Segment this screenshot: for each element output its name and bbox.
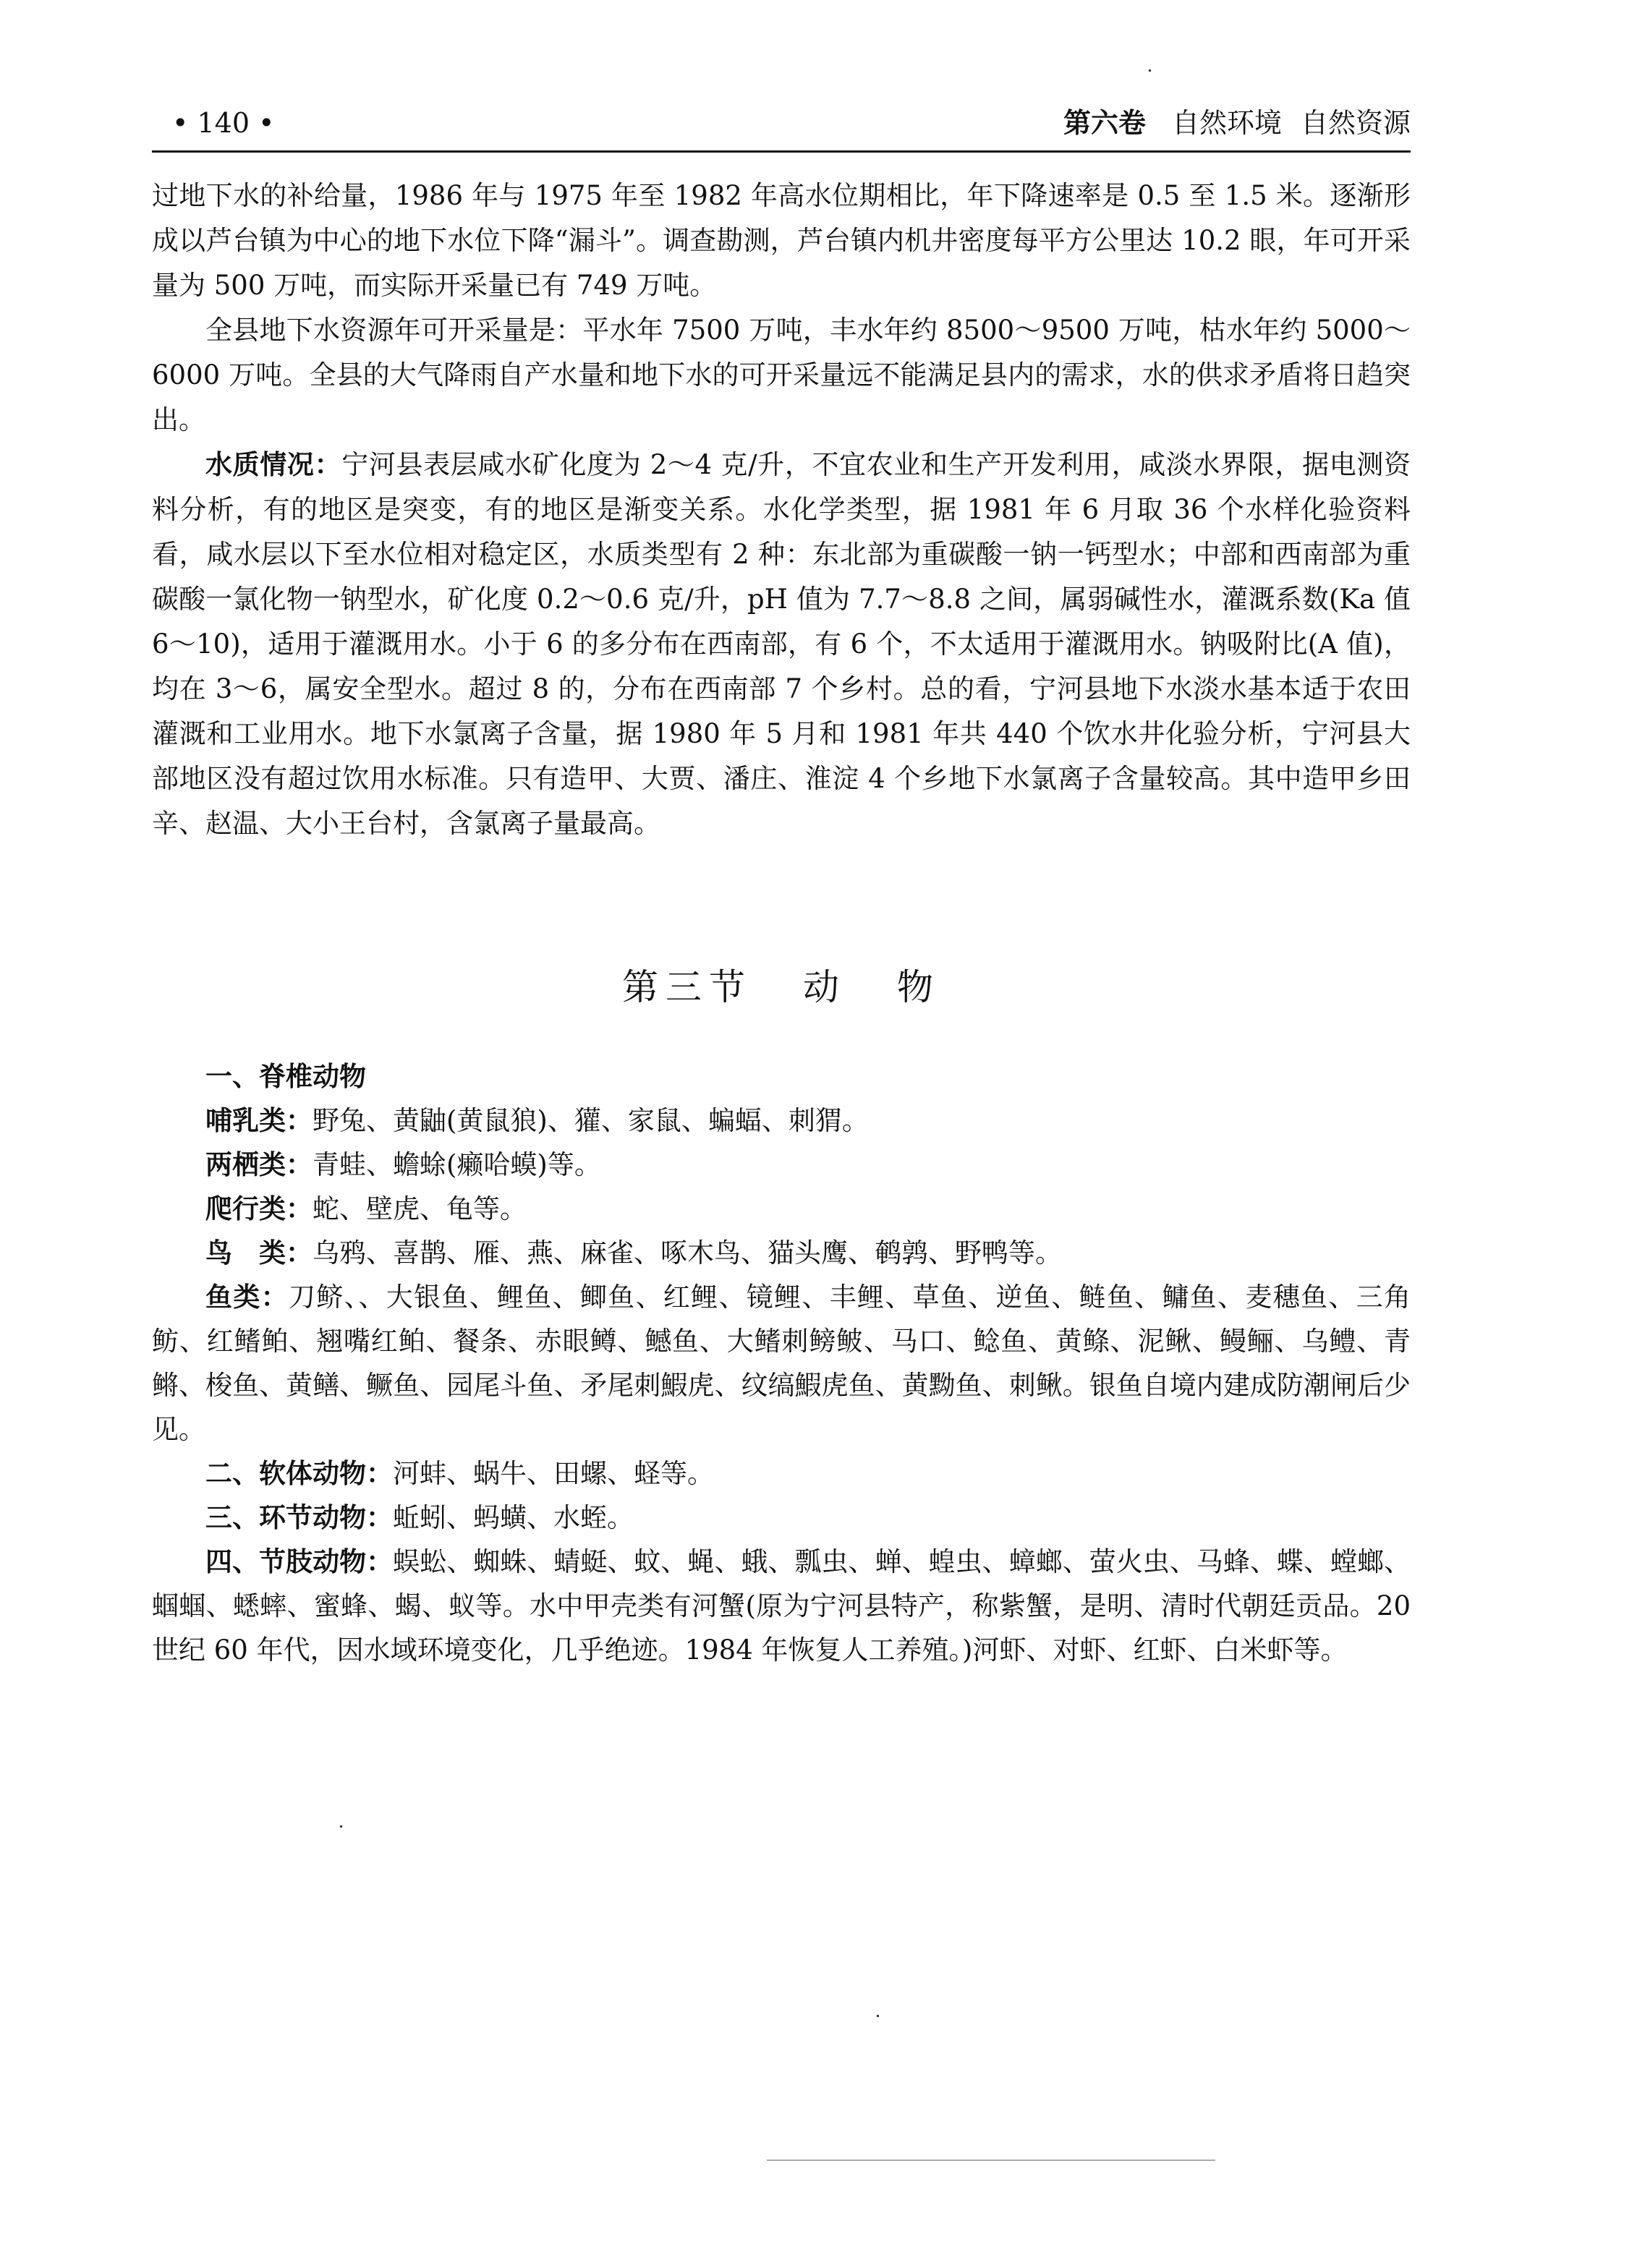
list-item	[152, 1540, 1411, 1672]
list-item-text: 河蚌、蜗牛、田螺、蛏等。	[393, 1458, 714, 1489]
scan-speck	[877, 2015, 879, 2017]
section-title-number: 第三节	[622, 966, 752, 1008]
paragraph-text: 宁河县表层咸水矿化度为 2～4 克/升，不宜农业和生产开发利用，咸淡水界限，据电测资料分析，有的地区是突变，有的地区是渐变关系。水化学类型，据 1981 年 6 月取 36 个水样化验资料看，咸水层以下至水位相对稳定区，水质类型有 2 种：东北部为重碳酸一钠一钙型水；中部和西南部为重碳酸一氯化物一钠型水，矿化度 0.2～0.6 克/升，pH 值为 7.7～8.8 之间，属弱碱性水，灌溉系数(Ka 值 6～10)，适用于灌溉用水。小于 6 的多分布在西南部，有 6 个，不太适用于灌溉用水。钠吸附比(A 值)，均在 3～6，属安全型水。超过 8 的，分布在西南部 7 个乡村。总的看，宁河县地下水淡水基本适于农田灌溉和工业用水。地下水氯离子含量，据 1980 年 5 月和 1981 年共 440 个饮水井化验分析，宁河县大部地区没有超过饮用水标准。只有造甲、大贾、潘庄、淮淀 4 个乡地下水氯离子含量较高。其中造甲乡田辛、赵温、大小王台村，含氯离子量最高。	[152, 449, 1411, 839]
paragraph-text: 全县地下水资源年可开采量是：平水年 7500 万吨，丰水年约 8500～9500 万吨，枯水年约 5000～6000 万吨。全县的大气降雨自产水量和地下水的可开采量远不能满足县内的需求，水的供求矛盾将日趋突出。	[152, 315, 1411, 435]
paragraph	[152, 308, 1411, 443]
list-item	[152, 1143, 1411, 1187]
list-item-lead: 四、节肢动物：	[205, 1546, 394, 1577]
list-item	[152, 1099, 1411, 1143]
list-item-text: 青蛙、蟾蜍(癞哈蟆)等。	[313, 1149, 601, 1180]
list-item-lead: 两栖类：	[205, 1149, 313, 1180]
scan-speck	[767, 2160, 1215, 2161]
list-item-text: 乌鸦、喜鹊、雁、燕、麻雀、啄木鸟、猫头鹰、鹌鹑、野鸭等。	[313, 1237, 1062, 1269]
paragraph-lead: 水质情况：	[205, 449, 342, 480]
list-item	[152, 1187, 1411, 1231]
list-item	[152, 1054, 1411, 1099]
section-title-word-1: 动	[803, 966, 846, 1008]
list-item-lead: 爬行类：	[205, 1193, 313, 1224]
list-item-text: 刀鲚、、大银鱼、鲤鱼、鲫鱼、红鲤、镜鲤、丰鲤、草鱼、逆鱼、鲢鱼、鳙鱼、麦穗鱼、三角鲂、红鳍鲌、翘嘴红鲌、餐条、赤眼鳟、鳡鱼、大鳍刺鳑鲏、马口、鲶鱼、黄鲦、泥鳅、鳗鲡、乌鳢、青鳉、梭鱼、黄鳝、鳜鱼、园尾斗鱼、矛尾刺鰕虎、纹缟鰕虎鱼、黄黝鱼、刺鳅。银鱼自境内建成防潮闸后少见。	[152, 1282, 1411, 1445]
scan-speck	[340, 1825, 342, 1828]
list-item	[152, 1496, 1411, 1540]
section-title	[152, 962, 1411, 1012]
body-text-top	[152, 174, 1411, 846]
paragraph	[152, 443, 1411, 846]
list-item-text: 蚯蚓、蚂蟥、水蛭。	[393, 1502, 634, 1533]
scan-speck	[1149, 69, 1151, 72]
list-item-text: 蛇、壁虎、龟等。	[313, 1193, 527, 1224]
paragraph	[152, 174, 1411, 308]
list-item-text: 蜈蚣、蜘蛛、蜻蜓、蚊、蝇、蛾、瓢虫、蝉、蝗虫、蟑螂、萤火虫、马蜂、蝶、螳螂、蝈蝈、蟋蟀、蜜蜂、蝎、蚁等。水中甲壳类有河蟹(原为宁河县特产，称紫蟹，是明、清时代朝廷贡品。20 世纪 60 年代，因水域环境变化，几乎绝迹。1984 年恢复人工养殖。)河虾、对虾、红虾、白米虾等。	[152, 1546, 1411, 1666]
list-item	[152, 1451, 1411, 1496]
section-label-1: 自然环境	[1171, 107, 1282, 139]
list-item-lead: 一、脊椎动物	[205, 1061, 366, 1092]
list-item-lead: 二、软体动物：	[205, 1458, 393, 1489]
list-item-lead: 三、环节动物：	[205, 1502, 393, 1533]
page-number: • 140 •	[172, 107, 275, 139]
volume-title	[1063, 101, 1411, 145]
list-item-lead: 鱼类：	[205, 1282, 289, 1313]
list-item-text: 野兔、黄鼬(黄鼠狼)、獾、家鼠、蝙蝠、刺猬。	[313, 1105, 869, 1136]
paragraph-text: 过地下水的补给量，1986 年与 1975 年至 1982 年高水位期相比，年下降速率是 0.5 至 1.5 米。逐渐形成以芦台镇为中心的地下水位下降“漏斗”。调查勘测，芦台镇内机井密度每平方公里达 10.2 眼，年可开采量为 500 万吨，而实际开采量已有 749 万吨。	[152, 180, 1411, 301]
running-header	[152, 101, 1411, 152]
section-title-word-2: 物	[897, 966, 940, 1008]
header-rule	[152, 150, 1411, 153]
volume-label: 第六卷	[1063, 107, 1146, 139]
list-item-lead: 哺乳类：	[205, 1105, 313, 1136]
body-text-bottom	[152, 1054, 1411, 1672]
list-item	[152, 1275, 1411, 1451]
section-label-2: 自然资源	[1300, 107, 1411, 139]
list-item-lead: 鸟 类：	[205, 1237, 313, 1269]
list-item	[152, 1231, 1411, 1275]
